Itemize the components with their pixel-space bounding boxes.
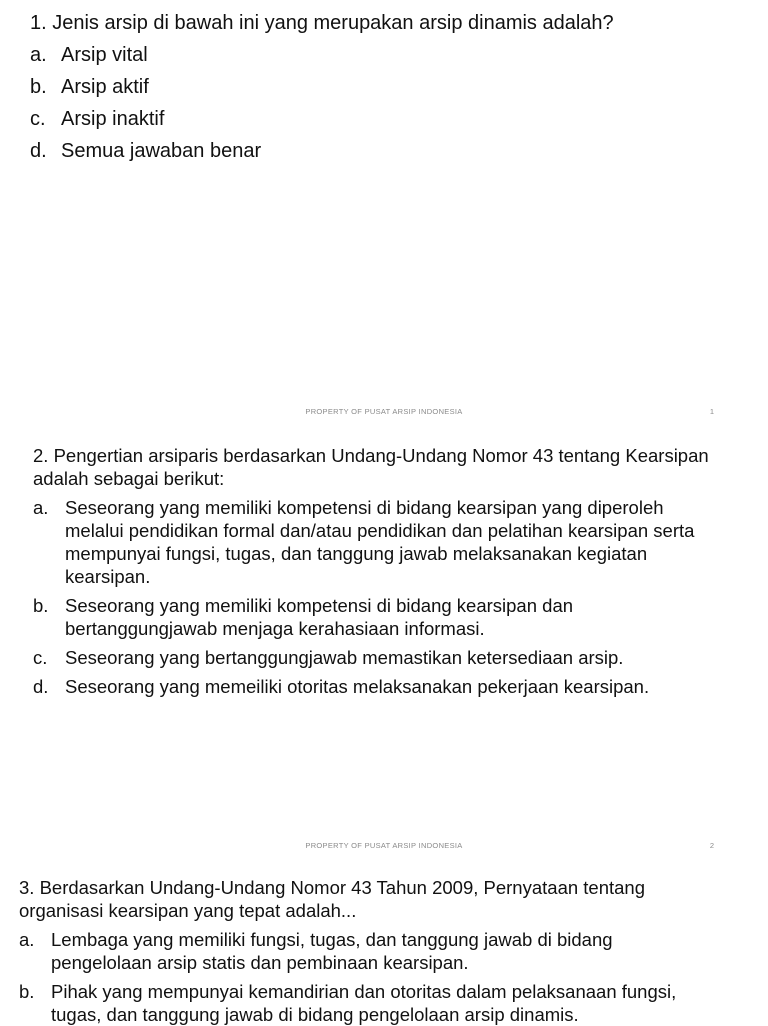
option-letter: b.: [30, 76, 47, 98]
option-item: [33, 646, 723, 669]
slide-footer: PROPERTY OF PUSAT ARSIP INDONESIA: [305, 407, 463, 416]
option-letter: c.: [33, 647, 48, 668]
slide-1: [0, 0, 768, 430]
option-text: Arsip inaktif: [61, 108, 165, 130]
option-item: [30, 106, 750, 132]
page-number: 1: [709, 407, 714, 416]
option-text: Seseorang yang memeiliki otoritas melaksanakan pekerjaan kearsipan.: [65, 676, 650, 697]
option-text: Arsip vital: [61, 44, 148, 66]
question-block-2: [33, 444, 723, 698]
option-text: Seseorang yang memiliki kompetensi di bidang kearsipan dan bertanggungjawab menjaga kerahasiaan informasi.: [65, 595, 574, 639]
option-item: [30, 74, 750, 100]
option-item: [33, 594, 723, 640]
option-text: Arsip aktif: [61, 76, 149, 98]
options-list-2: [33, 496, 723, 698]
option-item: [30, 42, 750, 68]
option-item: [19, 980, 709, 1026]
options-list-3: [19, 928, 709, 1026]
question-3-text: 3. Berdasarkan Undang-Undang Nomor 43 Tahun 2009, Pernyataan tentang organisasi kearsipan yang tepat adalah...: [19, 877, 646, 921]
option-item: [19, 928, 709, 974]
option-text: Lembaga yang memiliki fungsi, tugas, dan tanggung jawab di bidang pengelolaan arsip statis dan pembinaan kearsipan.: [51, 929, 613, 973]
question-2-text: 2. Pengertian arsiparis berdasarkan Undang-Undang Nomor 43 tentang Kearsipan adalah sebagai berikut:: [33, 445, 709, 489]
option-letter: c.: [30, 108, 46, 130]
option-text: Seseorang yang bertanggungjawab memastikan ketersediaan arsip.: [65, 647, 624, 668]
option-item: [30, 138, 750, 164]
options-list-1: [30, 42, 750, 164]
option-text: Pihak yang mempunyai kemandirian dan otoritas dalam pelaksanaan fungsi, tugas, dan tanggung jawab di bidang pengelolaan arsip dinamis.: [51, 981, 677, 1025]
option-letter: b.: [33, 595, 49, 616]
question-1-text: 1. Jenis arsip di bawah ini yang merupakan arsip dinamis adalah?: [30, 12, 614, 34]
option-item: [33, 496, 723, 588]
option-letter: a.: [33, 497, 49, 518]
slide-2: [0, 430, 768, 860]
option-text: Seseorang yang memiliki kompetensi di bidang kearsipan yang diperoleh melalui pendidikan formal dan/atau pendidikan dan pelatihan kearsipan serta mempunyai fungsi, tugas, dan tanggung jawab melaksanakan kegiatan kearsipan.: [65, 497, 695, 587]
slide-3: [0, 862, 768, 1024]
option-letter: a.: [19, 929, 35, 950]
option-letter: a.: [30, 44, 47, 66]
option-item: [33, 675, 723, 698]
question-block-3: [19, 876, 709, 1026]
option-letter: d.: [33, 676, 49, 697]
option-letter: b.: [19, 981, 35, 1002]
slide-footer: PROPERTY OF PUSAT ARSIP INDONESIA: [305, 841, 463, 850]
question-block-1: [30, 10, 750, 164]
option-letter: d.: [30, 140, 47, 162]
page-number: 2: [709, 841, 714, 850]
option-text: Semua jawaban benar: [61, 140, 262, 162]
